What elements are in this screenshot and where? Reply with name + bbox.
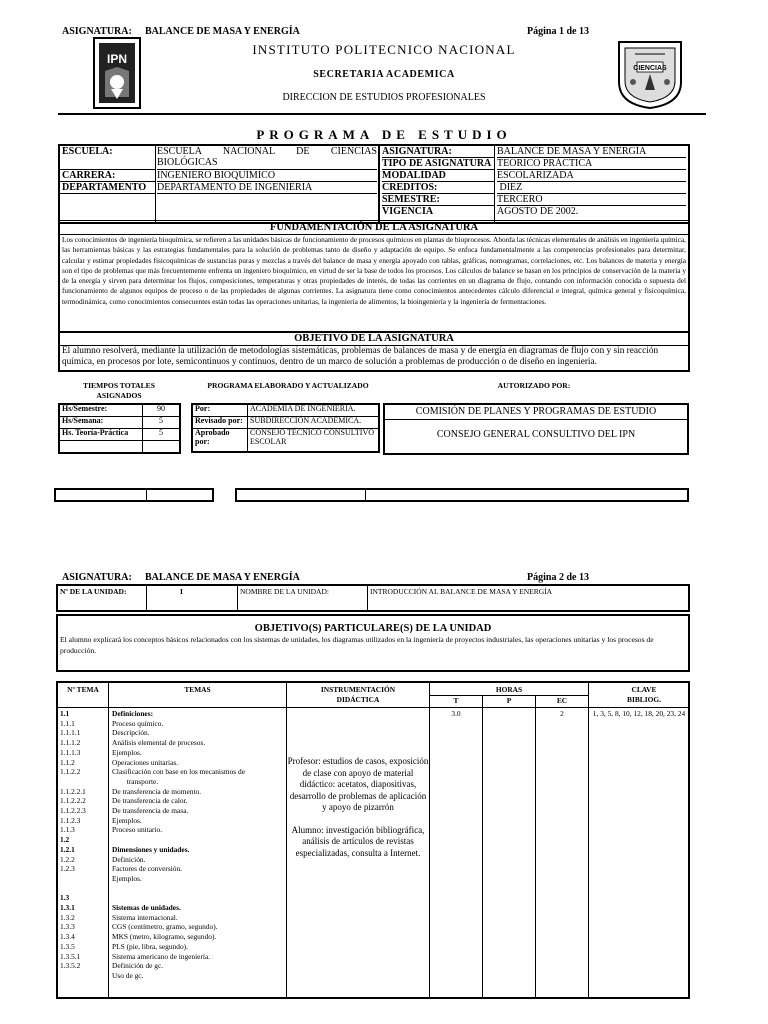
label-semestre: SEMESTRE: — [382, 194, 494, 206]
value-tipo: TEÓRICO PRÁCTICA — [497, 158, 686, 170]
value-vigencia: AGOSTO DE 2002. — [497, 206, 579, 217]
label-vigencia: VIGENCIA — [382, 206, 434, 217]
tema-text: Uso de gc. — [112, 970, 144, 980]
tema-number: 1.3.2 — [60, 912, 75, 922]
tema-text: Operaciones unitarias. — [112, 757, 179, 767]
asignatura-value: BALANCE DE MASA Y ENERGÍA — [145, 26, 300, 37]
right-labels — [382, 146, 494, 218]
label-modalidad: MODALIDAD — [382, 170, 494, 182]
tema-text: Factores de conversión. — [112, 864, 182, 874]
tema-text: Definición de gc. — [112, 961, 164, 971]
tema-text: Ejemplos. — [112, 873, 142, 883]
tema-text: Análisis elemental de procesos. — [112, 738, 206, 748]
svg-text:CIENCIAS: CIENCIAS — [633, 65, 667, 72]
objetivo-text: El alumno resolverá, mediante la utilización de metodologías sistemáticas, problemas de balances de masa y de energía en diagramas de flujo con y sin reacción química, en procesos por lote, semicontinuos y continuos, dentro de un marco de solución a problemas de producción o de diseño en ingeniería. — [62, 346, 659, 367]
objetivos-title: OBJETIVO(S) PARTICULARE(S) DE LA UNIDAD — [254, 623, 492, 634]
programa-label: Por: — [192, 404, 248, 417]
tema-number: 1.1.2 — [60, 757, 75, 767]
tema-number: 1.1.1 — [60, 718, 75, 728]
tiempos-table — [58, 403, 181, 454]
objetivo-section — [58, 331, 690, 372]
tema-number: 1.1 — [60, 709, 70, 718]
tema-number: 1.2 — [60, 835, 70, 845]
tema-number: 1.3.5.1 — [60, 951, 81, 961]
label-carrera: CARRERA: — [62, 170, 116, 181]
tiempo-label — [59, 441, 143, 454]
tema-text: Ejemplos. — [112, 815, 142, 825]
tema-number: 1.2.1 — [60, 844, 75, 854]
tiempo-value — [143, 441, 181, 454]
tema-number: 1.1.1.2 — [60, 738, 81, 748]
autorizado-box — [383, 403, 689, 455]
tema-text: Proceso químico. — [112, 718, 164, 728]
tema-text: MKS (metro, kilogramo, segundo). — [112, 932, 217, 942]
label-tipo: TIPO DE ASIGNATURA — [382, 158, 494, 170]
programa-caption: PROGRAMA ELABORADO Y ACTUALIZADO — [207, 381, 369, 390]
objetivo-title: OBJETIVO DE LA ASIGNATURA — [60, 332, 688, 346]
autorizado-caption: AUTORIZADO POR: — [497, 381, 571, 390]
tema-text: De transferencia de calor. — [112, 796, 188, 806]
programa-label: Revisado por: — [192, 417, 248, 429]
horas-t-value: 3.0 — [451, 709, 461, 718]
header-rule — [58, 113, 706, 115]
tiempo-value: 5 — [143, 417, 181, 429]
nombre-value: INTRODUCCIÓN AL BALANCE DE MASA Y ENERGÍA — [370, 587, 553, 596]
tema-text: Definición. — [112, 854, 146, 864]
page-number: Página 1 de 13 — [527, 26, 589, 37]
label-asignatura: ASIGNATURA: — [382, 146, 494, 158]
header-instrumentacion: INSTRUMENTACIÓN DIDÁCTICA — [320, 685, 396, 704]
header-clave: CLAVE BIBLIOG. — [627, 685, 661, 704]
secretaria-heading: SECRETARIA ACADEMICA — [313, 69, 455, 80]
empty-table-right — [235, 488, 689, 502]
programa-title: PROGRAMA DE ESTUDIO — [256, 127, 512, 142]
page2-header — [62, 572, 592, 583]
page1-header — [62, 26, 592, 37]
autorizado-line: COMISIÓN DE PLANES Y PROGRAMAS DE ESTUDIO — [385, 405, 687, 420]
tiempo-label: Hs/Semana: — [59, 417, 143, 429]
tema-number: 1.3.3 — [60, 922, 75, 932]
asignatura-value: BALANCE DE MASA Y ENERGÍA — [145, 572, 300, 583]
instrumentacion-cell — [287, 756, 429, 859]
tema-number: 1.2.2 — [60, 854, 75, 864]
tema-number: 1.3.5.2 — [60, 961, 81, 971]
tema-text: De transferencia de momento. — [112, 786, 202, 796]
tiempo-value: 90 — [143, 404, 181, 417]
autorizado-line: CONSEJO GENERAL CONSULTIVO DEL IPN — [436, 429, 636, 440]
objetivos-text: El alumno explicará los conceptos básicos relacionados con los sistemas de unidades, los diagramas utilizados en la ingeniería de proyectos industriales, las operaciones unitarias y los procesos de producción. — [60, 635, 654, 655]
value-departamento: DEPARTAMENTO DE INGENIERIA — [157, 182, 377, 194]
tiempos-caption: TIEMPOS TOTALES ASIGNADOS — [83, 381, 155, 400]
tema-text — [112, 893, 286, 903]
tema-text: De transferencia de masa. — [112, 806, 189, 816]
header-ec: EC — [556, 696, 568, 705]
tema-text: Proceso unitario. — [112, 825, 163, 835]
tiempo-value: 5 — [143, 429, 181, 441]
direccion-heading: DIRECCION DE ESTUDIOS PROFESIONALES — [282, 92, 486, 103]
tema-number: 1.1.2.3 — [60, 815, 81, 825]
value-semestre: TERCERO — [497, 194, 686, 206]
programa-label: Aprobado por: — [192, 429, 248, 453]
header-temas: TEMAS — [184, 685, 211, 694]
tema-text — [112, 884, 286, 894]
programa-value: ACADEMIA DE INGENIERÍA. — [248, 404, 380, 417]
tema-text: Definiciones: — [112, 709, 154, 718]
nombre-label: NOMBRE DE LA UNIDAD: — [240, 587, 329, 596]
tema-number: 1.1.1.1 — [60, 728, 81, 738]
header-p: P — [506, 696, 512, 705]
value-asignatura: BALANCE DE MASA Y ENERGÍA — [497, 146, 686, 158]
tema-text: Sistema internacional. — [112, 912, 178, 922]
tema-text: Descripción. — [112, 728, 150, 738]
value-escuela: ESCUELA NACIONAL DE CIENCIAS BIOLÓGICAS — [157, 146, 377, 168]
empty-table-left — [54, 488, 214, 502]
tema-number: 1.3 — [60, 893, 70, 903]
tema-number: 1.1.2.2 — [60, 767, 81, 777]
left-values — [157, 146, 377, 194]
value-modalidad: ESCOLARIZADA — [497, 170, 686, 182]
horas-ec-value: 2 — [560, 709, 564, 718]
tiempo-label: Hs/Semestre: — [59, 404, 143, 417]
asignatura-label: ASIGNATURA: — [62, 572, 132, 583]
tema-text: Sistema americano de ingeniería. — [112, 951, 211, 961]
tema-text: Dimensiones y unidades. — [112, 844, 190, 854]
info-table — [58, 144, 690, 224]
tema-number: 1.1.3 — [60, 825, 75, 835]
tema-number — [60, 874, 108, 884]
left-labels — [62, 146, 155, 194]
tema-number: 1.3.4 — [60, 932, 75, 942]
tema-text: CGS (centímetro, gramo, segundo). — [112, 922, 218, 932]
programa-value: SUBDIRECCIÓN ACADÉMICA. — [248, 417, 380, 429]
label-escuela: ESCUELA: — [62, 146, 113, 157]
temas-column — [112, 709, 286, 981]
tema-number — [60, 884, 108, 894]
tema-text: Clasificación con base en los mecanismos de — [112, 767, 245, 777]
label-departamento: DEPARTAMENTO — [62, 182, 147, 193]
programa-value: CONSEJO TÉCNICO CONSULTIVO ESCOLAR — [248, 429, 380, 453]
right-values — [497, 146, 686, 218]
tema-number: 1.1.1.3 — [60, 747, 81, 757]
tema-number: 1.1.2.2.2 — [60, 796, 86, 806]
unidad-row — [56, 584, 690, 612]
asignatura-label: ASIGNATURA: — [62, 26, 132, 37]
institution-title: INSTITUTO POLITECNICO NACIONAL — [252, 42, 516, 57]
fundamentacion-text: Los conocimientos de ingeniería bioquímica, se refieren a las unidades básicas de funcionamiento de procesos químicos en plantas de bioprocesos. Aborda las técnicas elementales de análisis en ingeniería química, las herramientas básicas y las estrategias fundamentales para la solución de problemas tanto de diseño y adaptación de equipo. Se enfoca fundamentalmente a las competencias profesionales para determinar, calcular y estimar propiedades fisicoquímicas de sustancias puras y mezclas a través del balance de masa y energía apoyado con tablas, gráficas, nomogramas, correlaciones, etc. Los balances de materia y energía son el tipo de problemas que más frecuentemente enfrenta un ingeniero bioquímico, en virtud de ser la base de todos los procesos. Los cálculos de balance se basan en los principios de conservación de la materia y de la energía y sirven para determinar los flujos, composiciones, temperaturas y otras propiedades de interés, de todas las corrientes en un diagrama de flujo, contando con información conocida o supuesta del funcionamiento de algunos equipos de proceso o de las propiedades de algunas corrientes. La asignatura tiene como conocimientos antecedentes cálculo diferencial e integral, química general y fisicoquímica, termodinámica, como conocimientos consecuentes están todas las operaciones unitarias, la ingeniería de alimentos, la bioingeniería y la ingeniería de fermentaciones. — [62, 235, 686, 306]
objetivos-particulares — [56, 614, 690, 672]
page-number: Página 2 de 13 — [527, 572, 589, 583]
temas-table — [56, 681, 690, 999]
tema-number: 1.3.1 — [60, 903, 75, 913]
header-horas: HORAS — [495, 685, 523, 694]
tema-number: 1.1.2.2.1 — [60, 786, 86, 796]
num-tema-column — [60, 709, 108, 981]
unidad-label: Nº DE LA UNIDAD: — [60, 587, 127, 596]
header-t: T — [453, 696, 459, 705]
tema-number: 1.1.2.2.3 — [60, 806, 86, 816]
tema-text: PLS (pie, libra, segundo). — [112, 941, 188, 951]
unidad-value: I — [180, 587, 183, 596]
value-creditos: DIEZ — [497, 182, 686, 194]
label-creditos: CREDITOS: — [382, 182, 494, 194]
tema-number — [60, 971, 108, 981]
value-carrera: INGENIERO BIOQUÍMICO — [157, 170, 377, 182]
tema-number: 1.2.3 — [60, 864, 75, 874]
fundamentacion-title: FUNDAMENTACIÓN DE LA ASIGNATURA — [60, 221, 688, 235]
instrumentacion-alumno: Alumno: investigación bibliográfica, análisis de artículos de revistas especializadas, consulta a Internet. — [291, 824, 425, 858]
tema-text: Ejemplos. — [112, 747, 142, 757]
instrumentacion-profesor: Profesor: estudios de casos, exposición de clase con apoyo de material didáctico: acetatos, diapositivas, desarrollo de problemas de aplicación y apoyo de pizarrón — [287, 756, 429, 812]
tema-number — [60, 777, 108, 787]
tema-text — [112, 835, 286, 845]
tema-text: Sistemas de unidades. — [112, 903, 181, 913]
fundamentacion-section — [58, 220, 690, 333]
tema-text: transporte. — [112, 776, 159, 786]
tema-number: 1.3.5 — [60, 941, 75, 951]
svg-text:IPN: IPN — [106, 52, 128, 66]
programa-table — [191, 403, 380, 453]
tiempo-label: Hs. Teoría-Práctica — [59, 429, 143, 441]
clave-bibliog-value: 1, 3, 5, 8, 10, 12, 18, 20, 23, 24 — [592, 709, 686, 718]
header-num-tema: Nº TEMA — [67, 685, 99, 694]
